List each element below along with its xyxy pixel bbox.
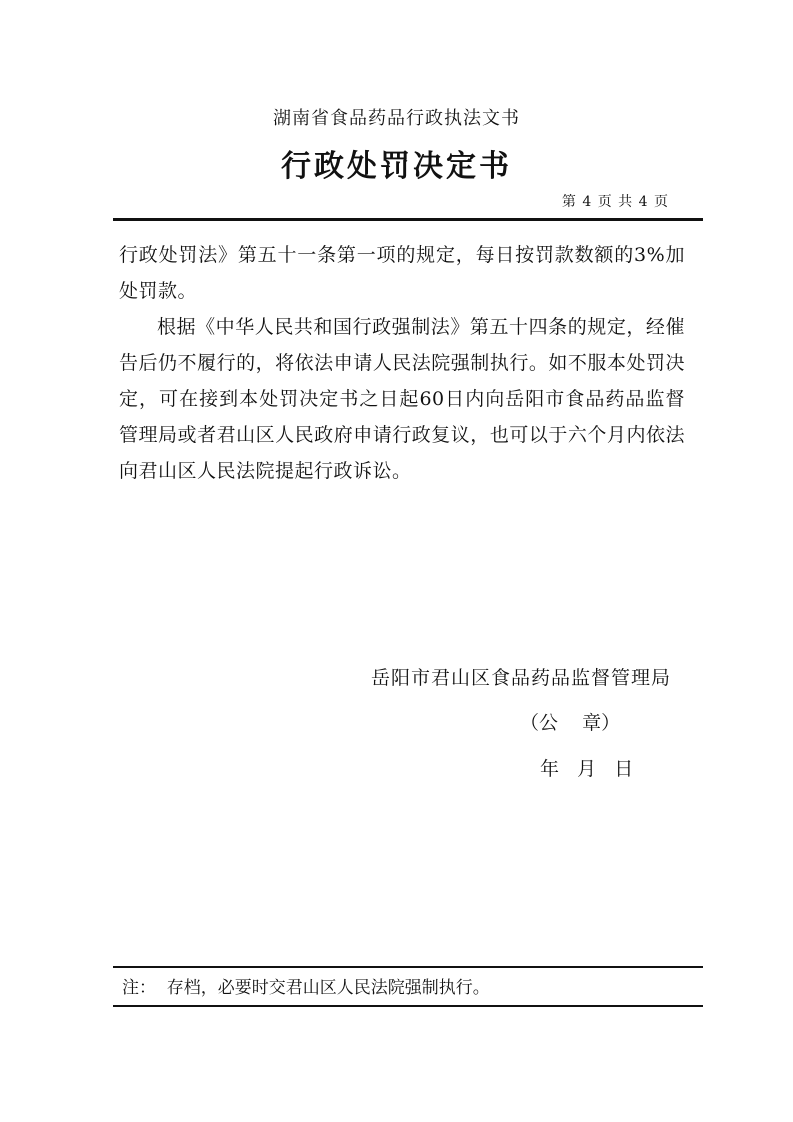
- document-body: [119, 237, 685, 489]
- body-paragraph-appeal: 根据《中华人民共和国行政强制法》第五十四条的规定，经催告后仍不履行的，将依法申请人民法院强制执行。如不服本处罚决定，可在接到本处罚决定书之日起60日内向岳阳市食品药品监督管理局或者君山区人民政府申请行政复议，也可以于六个月内依法向君山区人民法院提起行政诉讼。: [119, 316, 685, 482]
- issuing-authority: 岳阳市君山区食品药品监督管理局: [370, 667, 671, 689]
- footer-divider-top: [113, 966, 703, 968]
- footer-note: 注： 存档，必要时交君山区人民法院强制执行。: [122, 978, 490, 998]
- document-title: 行政处罚决定书: [281, 149, 512, 184]
- document-subtitle: 湖南省食品药品行政执法文书: [273, 108, 520, 129]
- footer-divider-bottom: [113, 1005, 703, 1007]
- seal-placeholder: （公 章）: [520, 712, 621, 734]
- date-placeholder: 年 月 日: [540, 758, 634, 780]
- page-indicator: 第 4 页 共 4 页: [561, 194, 669, 210]
- header-divider: [113, 218, 703, 221]
- body-paragraph-continuation: 行政处罚法》第五十一条第一项的规定，每日按罚款数额的3%加处罚款。: [119, 244, 685, 302]
